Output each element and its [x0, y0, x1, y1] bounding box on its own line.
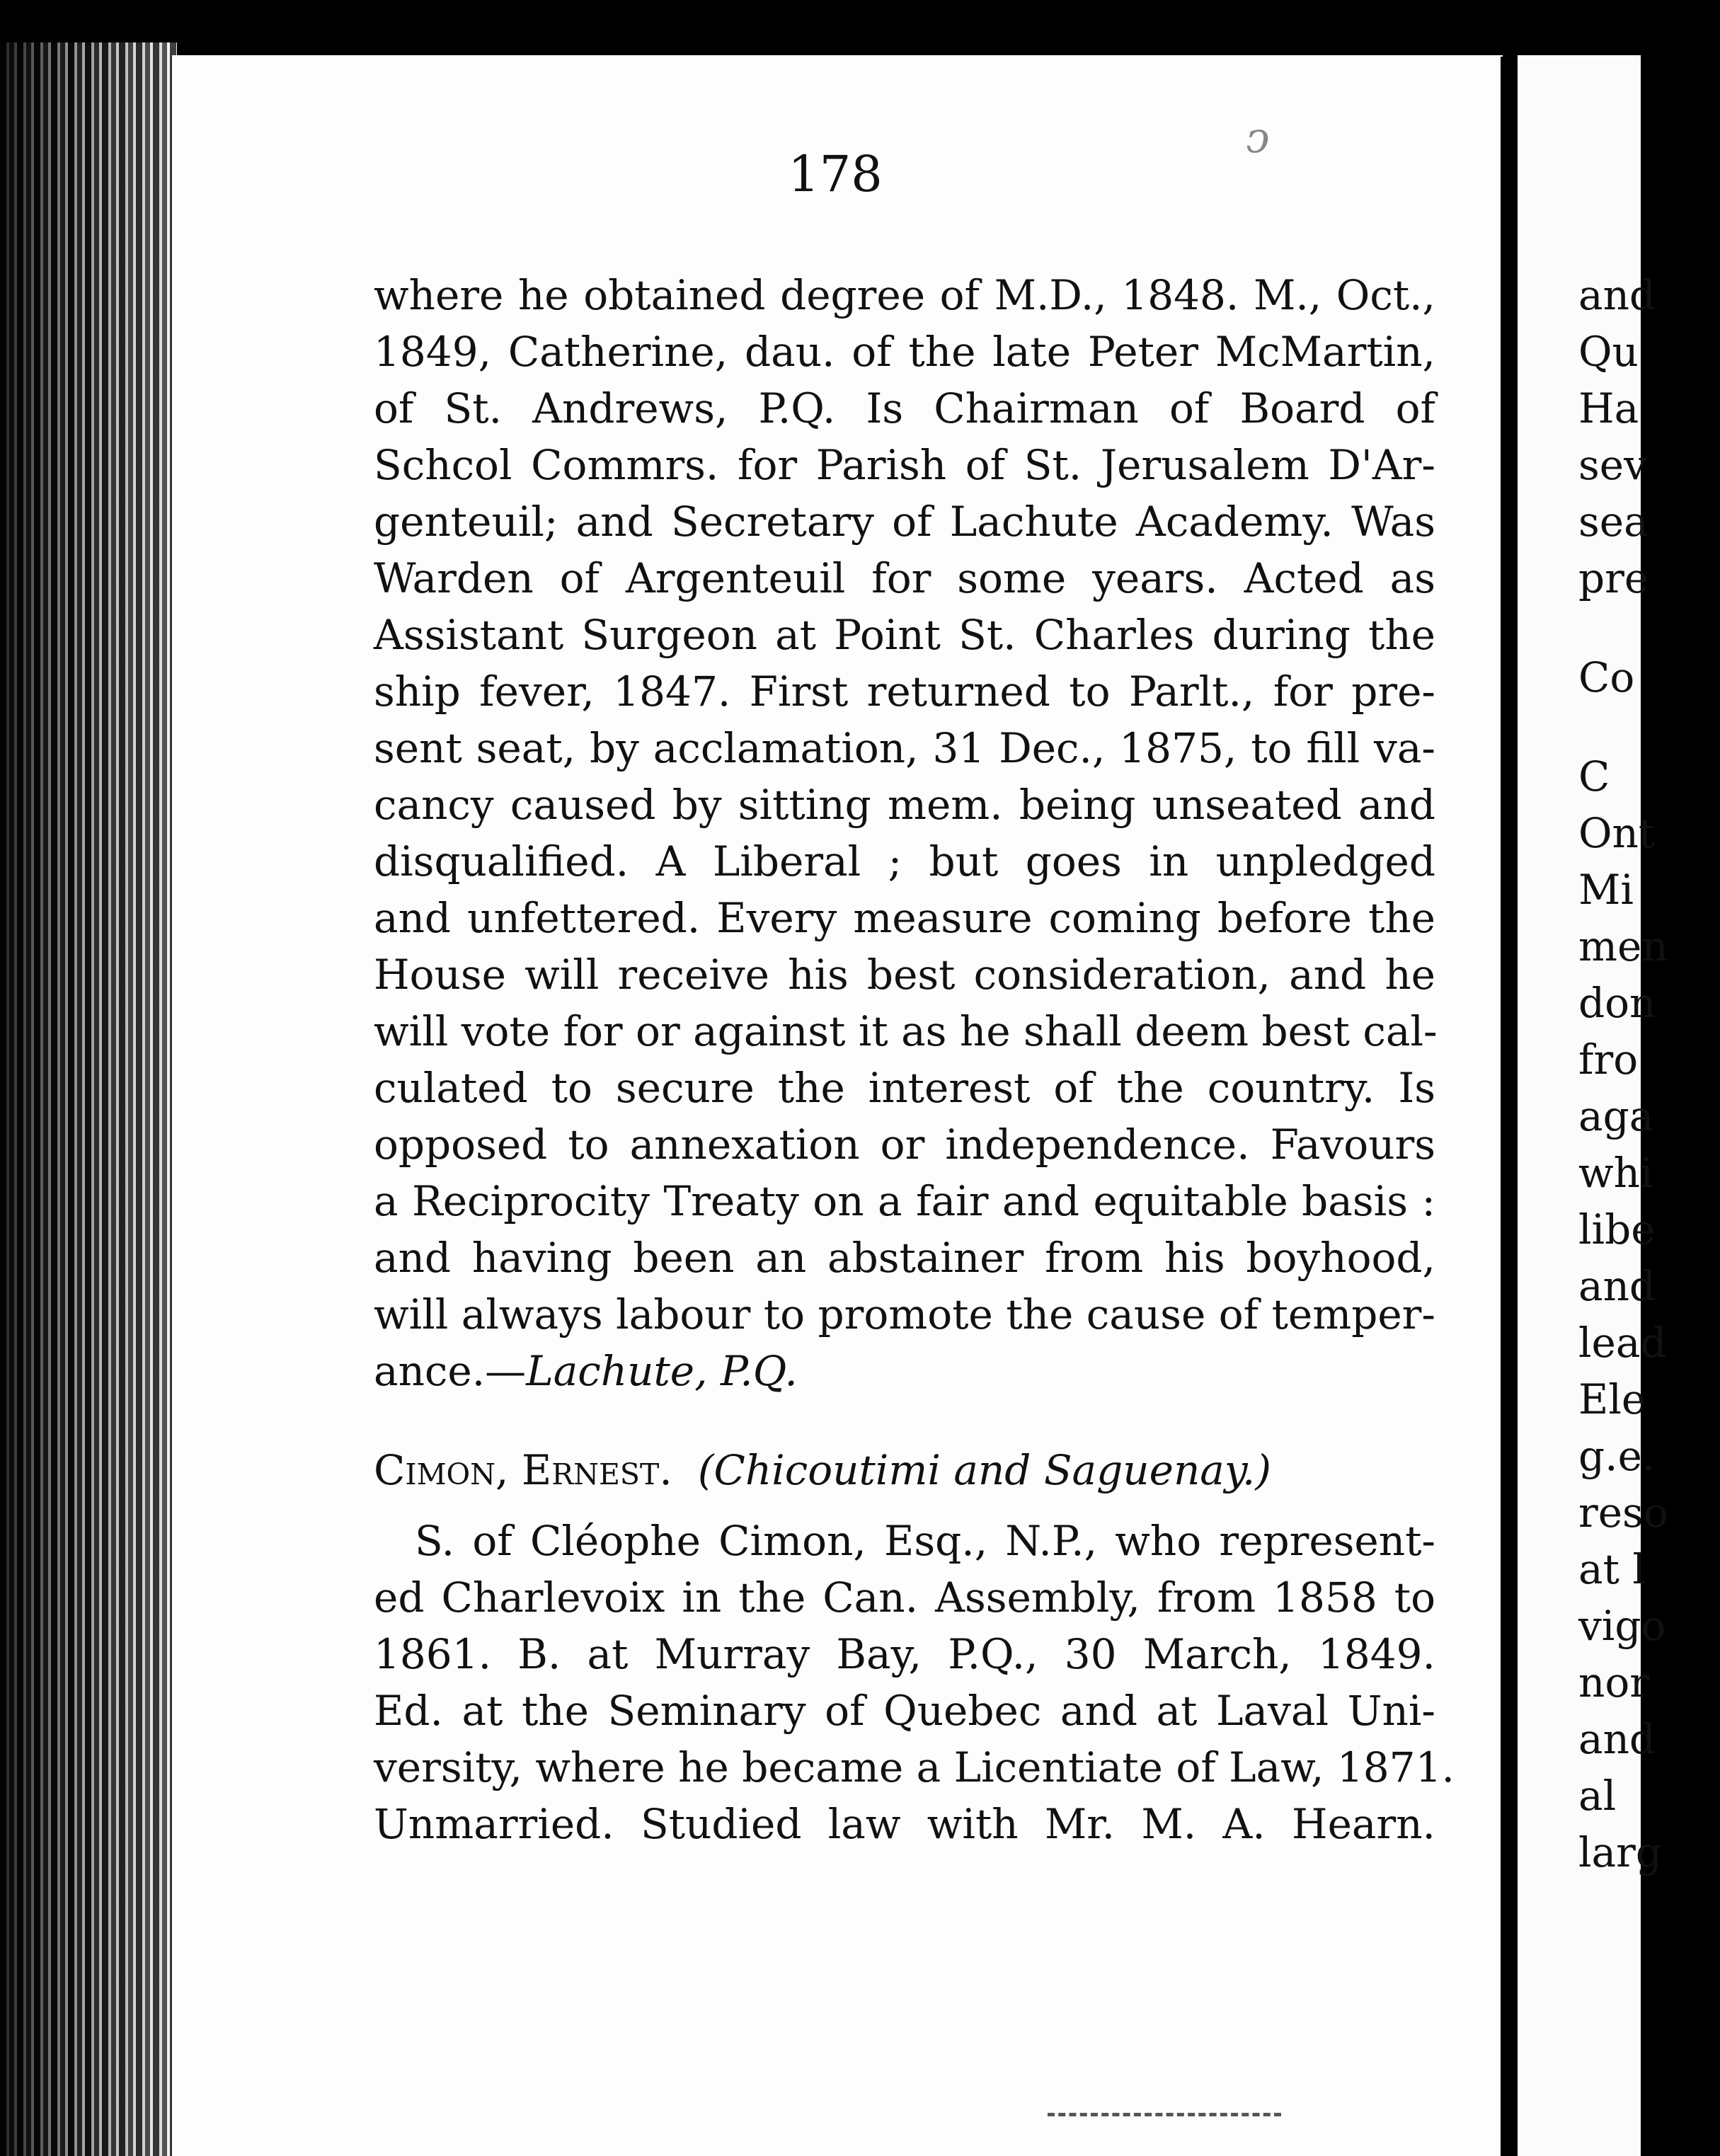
facing-text-fragment: men [1578, 922, 1668, 970]
book-spine-edge [0, 42, 177, 2156]
facing-text-fragment: sev [1578, 441, 1647, 489]
text-line: House will receive his best consideration, and he [374, 951, 1435, 999]
page-gutter [1501, 57, 1518, 2156]
entry-riding: (Chicoutimi and Saguenay.) [697, 1446, 1271, 1494]
facing-text-fragment: don [1578, 979, 1656, 1027]
page-number: 178 [788, 145, 883, 203]
facing-text-fragment: nor [1578, 1658, 1649, 1707]
paragraph-closing-line [374, 1343, 1435, 1399]
entry-heading [374, 1442, 1435, 1498]
facing-text-fragment: sea [1578, 498, 1649, 546]
text-line: sent seat, by acclamation, 31 Dec., 1875, to fill va- [374, 724, 1435, 772]
facing-text-fragment: larg [1578, 1828, 1662, 1876]
text-line: 1861. B. at Murray Bay, P.Q., 30 March, 1849. [374, 1630, 1435, 1678]
facing-text-fragment: Co [1578, 653, 1635, 701]
text-line: cancy caused by sitting mem. being unseated and [374, 781, 1435, 829]
scan-artifact [1048, 2113, 1281, 2116]
text-line: opposed to annexation or independence. Favours [374, 1120, 1435, 1169]
facing-text-fragment: Ha [1578, 384, 1639, 432]
facing-text-fragment: Ont [1578, 809, 1656, 857]
facing-text-fragment: at l [1578, 1545, 1646, 1593]
pencil-mark: ↄ [1246, 113, 1270, 163]
text-line: and unfettered. Every measure coming before the [374, 894, 1435, 942]
facing-text-fragment: fro [1578, 1036, 1639, 1084]
facing-text-fragment: aga [1578, 1092, 1654, 1140]
facing-text-fragment: C [1578, 752, 1610, 801]
facing-text-fragment: Mi [1578, 866, 1634, 914]
facing-text-fragment: reso [1578, 1489, 1668, 1537]
text-line: disqualified. A Liberal ; but goes in unpledged [374, 837, 1435, 885]
facing-text-fragment: and [1578, 1715, 1656, 1763]
scan-top-border [0, 0, 1641, 57]
facing-text-fragment: Qu [1578, 328, 1639, 376]
text-line: versity, where he became a Licentiate of Law, 1871. [374, 1743, 1455, 1791]
facing-text-fragment: and [1578, 271, 1656, 319]
text-line: will vote for or against it as he shall deem best cal- [374, 1007, 1438, 1055]
address: Lachute, P.Q. [526, 1347, 798, 1395]
entry-name: Cimon, Ernest. [374, 1446, 672, 1494]
facing-text-fragment: g.e. [1578, 1432, 1656, 1480]
text-line: Unmarried. Studied law with Mr. M. A. Hearn. [374, 1800, 1435, 1848]
text-line: a Reciprocity Treaty on a fair and equitable basis : [374, 1177, 1435, 1225]
text-line: 1849, Catherine, dau. of the late Peter McMartin, [374, 328, 1435, 376]
facing-text-fragment: and [1578, 1262, 1656, 1310]
text-line: Assistant Surgeon at Point St. Charles during the [374, 611, 1435, 659]
text-line: and having been an abstainer from his boyhood, [374, 1234, 1435, 1282]
text-line: culated to secure the interest of the country. Is [374, 1064, 1435, 1112]
text-line: Ed. at the Seminary of Quebec and at Laval Uni- [374, 1687, 1435, 1735]
facing-page-text [1578, 267, 1720, 1881]
text-line: ship fever, 1847. First returned to Parlt., for pre- [374, 667, 1435, 716]
facing-text-fragment: whi [1578, 1149, 1653, 1197]
facing-text-fragment: lead [1578, 1319, 1667, 1367]
text-line: where he obtained degree of M.D., 1848. M., Oct., [374, 271, 1435, 319]
facing-text-fragment: al [1578, 1772, 1617, 1820]
text-line: ed Charlevoix in the Can. Assembly, from 1858 to [374, 1573, 1435, 1622]
facing-text-fragment: vigo [1578, 1602, 1666, 1650]
facing-text-fragment: libe [1578, 1205, 1656, 1254]
text-line: S. of Cléophe Cimon, Esq., N.P., who represent- [415, 1517, 1435, 1565]
page-text [374, 267, 1455, 1852]
text-line: of St. Andrews, P.Q. Is Chairman of Board of [374, 384, 1435, 432]
closing-text: ance.— [374, 1347, 527, 1395]
facing-text-fragment: Ele [1578, 1375, 1646, 1423]
biography-paragraph-2 [374, 1513, 1455, 1852]
text-line: Warden of Argenteuil for some years. Acted as [374, 554, 1435, 602]
text-line: will always labour to promote the cause of temper- [374, 1290, 1435, 1338]
text-line: Schcol Commrs. for Parish of St. Jerusalem D'Ar- [374, 441, 1435, 489]
biography-paragraph [374, 267, 1438, 1343]
facing-text-fragment: pre [1578, 554, 1649, 602]
text-line: genteuil; and Secretary of Lachute Academy. Was [374, 498, 1435, 546]
